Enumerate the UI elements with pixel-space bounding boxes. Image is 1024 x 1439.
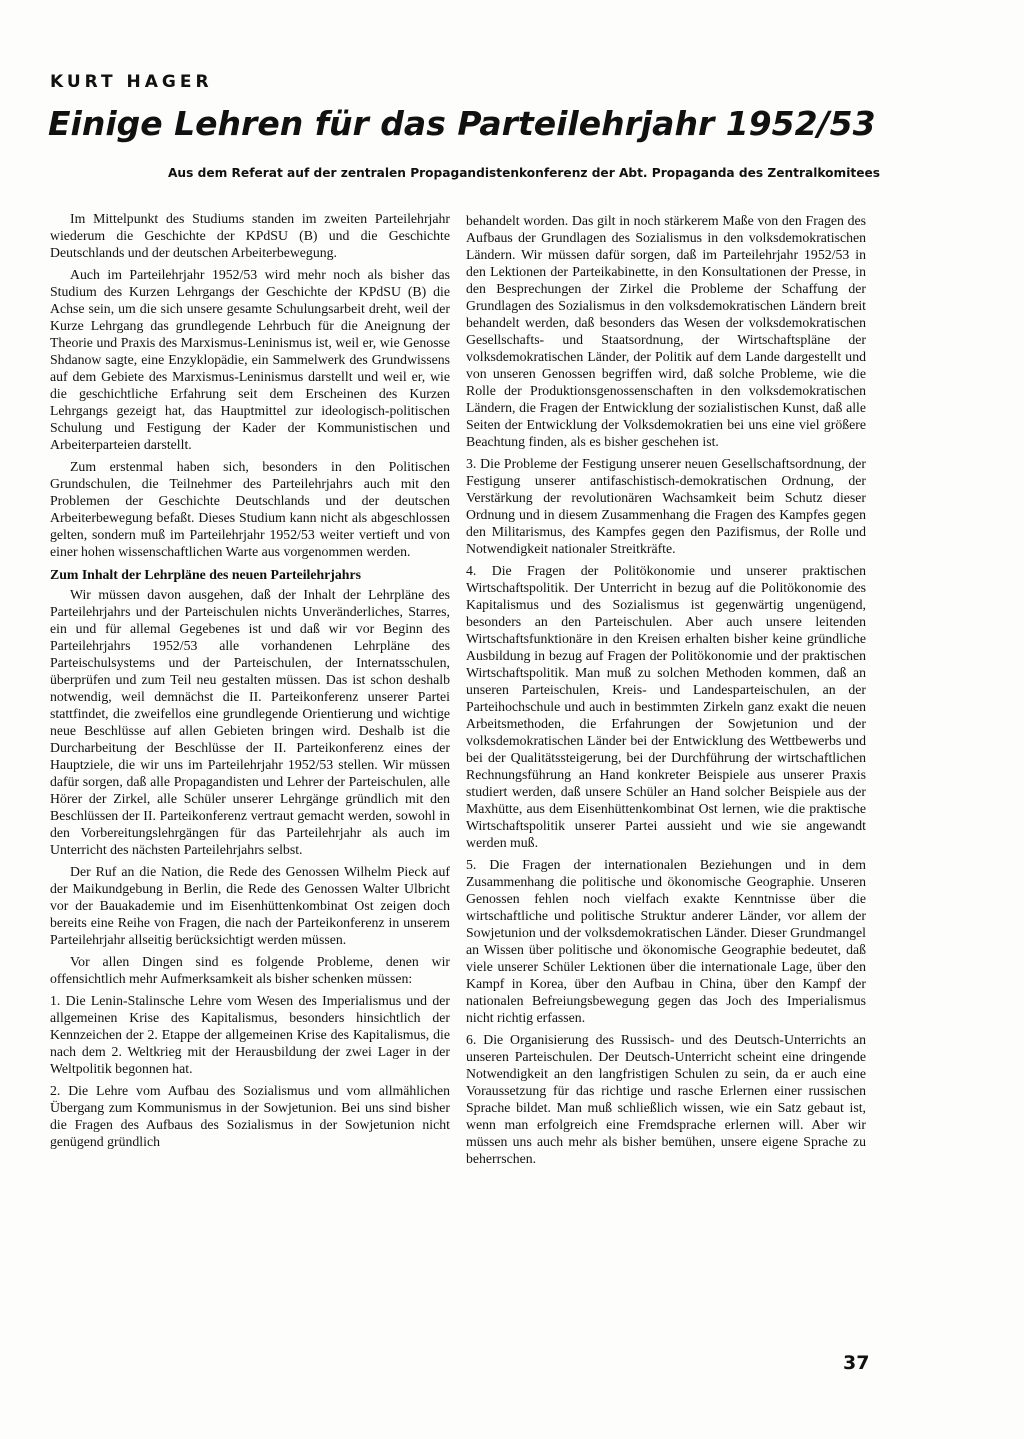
article-subtitle: Aus dem Referat auf der zentralen Propagandistenkonferenz der Abt. Propaganda des Zentralkomitees [168,166,881,180]
paragraph: Im Mittelpunkt des Studiums standen im zweiten Parteilehrjahr wiederum die Geschichte der KPdSU (B) und die Geschichte Deutschlands und der deutschen Arbeiterbewegung. [50,211,450,260]
paragraph: Der Ruf an die Nation, die Rede des Genossen Wilhelm Pieck auf der Maikundgebung in Berlin, die Rede des Genossen Walter Ulbricht vor der Bauakademie und im Eisenhüttenkombinat Ost zeigen doch bereits eine Reihe von Fragen, die nach der Parteikonferenz in unserem Parteilehrjahr allseitig berücksichtigt werden müssen. [50,864,450,947]
paragraph: Wir müssen davon ausgehen, daß der Inhalt der Lehrpläne des Parteilehrjahrs und der Parteischulen nichts Unveränderliches, Starres, ein und für allemal Gegebenes ist und daß wir vor Beginn des Parteilehrjahrs 1952/53 alle vorhandenen Lehrpläne des Parteischulsystems und der Parteischulen, der Internatsschulen, überprüfen und zum Teil neu gestalten müssen. Das ist schon deshalb notwendig, weil demnächst die II. Parteikonferenz unserer Partei stattfindet, die zweifellos eine grundlegende Orientierung und wichtige neue Beschlüsse auf allen Gebieten bringen wird. Deshalb ist die Durcharbeitung der Beschlüsse der II. Parteikonferenz eines der Hauptziele, die wir uns im Parteilehrjahr 1952/53 stellen. Wir müssen dafür sorgen, daß alle Propagandisten und Lehrer der Parteischulen, alle Hörer der Zirkel, alle Schüler unserer Lehrgänge gründlich mit den Beschlüssen der II. Parteikonferenz vertraut gemacht werden, sowohl in den Vorbereitungslehrgängen für das Parteilehrjahr als auch im Unterricht des nächsten Parteilehrjahrs selbst. [50,587,450,857]
right-column [466,212,866,1172]
article-title: Einige Lehren für das Parteilehrjahr 1952/53 [48,104,876,143]
list-item: 3. Die Probleme der Festigung unserer neuen Gesellschaftsordnung, der Festigung unserer antifaschistisch-demokratischen Ordnung, der Verstärkung der revolutionären Wachsamkeit beim Schutz dieser Ordnung und in diesem Zusammenhang die Fragen des Kampfes gegen den Militarismus, des Kampfes gegen den Pazifismus, der Rolle und Notwendigkeit nationaler Streitkräfte. [466,456,866,556]
paragraph: Vor allen Dingen sind es folgende Probleme, denen wir offensichtlich mehr Aufmerksamkeit als bisher schenken müssen: [50,954,450,986]
paragraph: Auch im Parteilehrjahr 1952/53 wird mehr noch als bisher das Studium des Kurzen Lehrgangs der Geschichte der KPdSU (B) die Achse sein, um die sich unsere gesamte Schulungsarbeit dreht, weil der Kurze Lehrgang das grundlegende Lehrbuch für die Aneignung der Theorie und Praxis des Marxismus-Leninismus ist, weil er, wie Genosse Shdanow sagte, eine Enzyklopädie, ein Sammelwerk des Grundwissens auf dem Gebiete des Marxismus-Leninismus darstellt und weil er, wie die geschichtliche Erfahrung seit dem Erscheinen des Kurzen Lehrgangs gezeigt hat, das Hauptmittel zur ideologisch-politischen Schulung und Festigung der Kader der Kommunistischen und Arbeiterparteien darstellt. [50,267,450,452]
list-item: 2. Die Lehre vom Aufbau des Sozialismus und vom allmählichen Übergang zum Kommunismus in der Sowjetunion. Bei uns sind bisher die Fragen des Aufbaus des Sozialismus in der Sowjetunion nicht genügend gründlich [50,1083,450,1149]
paragraph: behandelt worden. Das gilt in noch stärkerem Maße von den Fragen des Aufbaus der Grundlagen des Sozialismus in den volksdemokratischen Ländern. Wir müssen dafür sorgen, daß im Parteilehrjahr 1952/53 in den Lektionen der Parteikabinette, in den Konsultationen der Presse, in den Besprechungen der Zirkel die Probleme der Schaffung der Grundlagen des Sozialismus in den volksdemokratischen Ländern breit behandelt werden, daß besonders das Wesen der volksdemokratischen Gesellschafts- und Staatsordnung, der Wirtschaftspläne der volksdemokratischen Länder, der Politik auf dem Lande dargestellt und von unseren Genossen begriffen wird, daß solche Probleme, wie die Rolle der Produktionsgenossenschaften in den volksdemokratischen Ländern, die Fragen der Entwicklung der sozialistischen Kunst, daß alle Seiten der Entwicklung der Volksdemokratien bei uns eine viel größere Beachtung finden, als es bisher geschehen ist. [466,213,866,449]
page-number: 37 [843,1352,870,1374]
author-name: KURT HAGER [50,72,213,92]
section-heading: Zum Inhalt der Lehrpläne des neuen Parteilehrjahrs [50,567,361,582]
list-item: 5. Die Fragen der internationalen Beziehungen und in dem Zusammenhang die politische und ökonomische Geographie. Unseren Genossen fehlen noch vielfach exakte Kenntnisse über die wirtschaftliche und politische Struktur anderer Länder, vor allem der Sowjetunion und der volksdemokratischen Länder. Dieser Grundmangel an Wissen über politische und ökonomische Geographie bedeutet, daß viele unserer Schüler Lektionen über die internationale Lage, über den Kampf in Korea, über den Aufbau in China, über den Kampf der nationalen Befreiungsbewegung gegen das Joch des Imperialismus nicht richtig erfassen. [466,857,866,1025]
left-column [50,210,450,1155]
list-item: 1. Die Lenin-Stalinsche Lehre vom Wesen des Imperialismus und der allgemeinen Krise des Kapitalismus, besonders hinsichtlich der Kennzeichen der 2. Etappe der allgemeinen Krise des Kapitalismus, die nach dem 2. Weltkrieg mit der Herausbildung der zwei Lager in der Weltpolitik begonnen hat. [50,993,450,1076]
list-item: 6. Die Organisierung des Russisch- und des Deutsch-Unterrichts an unseren Parteischulen. Der Deutsch-Unterricht scheint eine dringende Notwendigkeit an den langfristigen Schulen zu sein, da er auch eine Voraussetzung für das richtige und rasche Erlernen einer russischen Sprache bildet. Man muß schließlich wissen, wie ein Satz gebaut ist, wenn man erfolgreich eine Fremdsprache erlernen will. Aber wir müssen uns auch mehr als bisher bemühen, unsere eigene Sprache zu beherrschen. [466,1032,866,1166]
list-item: 4. Die Fragen der Politökonomie und unserer praktischen Wirtschaftspolitik. Der Unterricht in bezug auf die Politökonomie des Kapitalismus und des Sozialismus ist gegenwärtig ungenügend, besonders an den Parteischulen. Aber auch unsere leitenden Wirtschaftsfunktionäre in den Kreisen erhalten bisher keine gründliche Ausbildung in bezug auf Fragen der Politökonomie und der praktischen Wirtschaftspolitik. Man muß zu solchen Methoden kommen, daß an unseren Parteischulen, Kreis- und Landesparteischulen, an der Parteihochschule und auch in bestimmten Zirkeln ganz exakt die neuen Arbeitsmethoden, die Erfahrungen der Sowjetunion und der volksdemokratischen Länder bei der Entwicklung des Wettbewerbs und bei der Qualitätssteigerung, bei der Durchführung der wirtschaftlichen Rechnungsführung an Hand konkreter Beispiele aus unserer Praxis studiert werden, daß unsere Schüler an Hand solcher Beispiele aus der Maxhütte, aus dem Eisenhüttenkombinat Ost lernen, wie die praktische Wirtschaftspolitik unserer Partei aussieht und wie sie angewandt werden muß. [466,563,866,850]
paragraph: Zum erstenmal haben sich, besonders in den Politischen Grundschulen, die Teilnehmer des Parteilehrjahrs auch mit den Problemen der Geschichte Deutschlands und der deutschen Arbeiterbewegung befaßt. Dieses Studium kann nicht als abgeschlossen gelten, sondern muß im Parteilehrjahr 1952/53 weiter vertieft und von einer hohen wissenschaftlichen Warte aus vorgenommen werden. [50,459,450,559]
